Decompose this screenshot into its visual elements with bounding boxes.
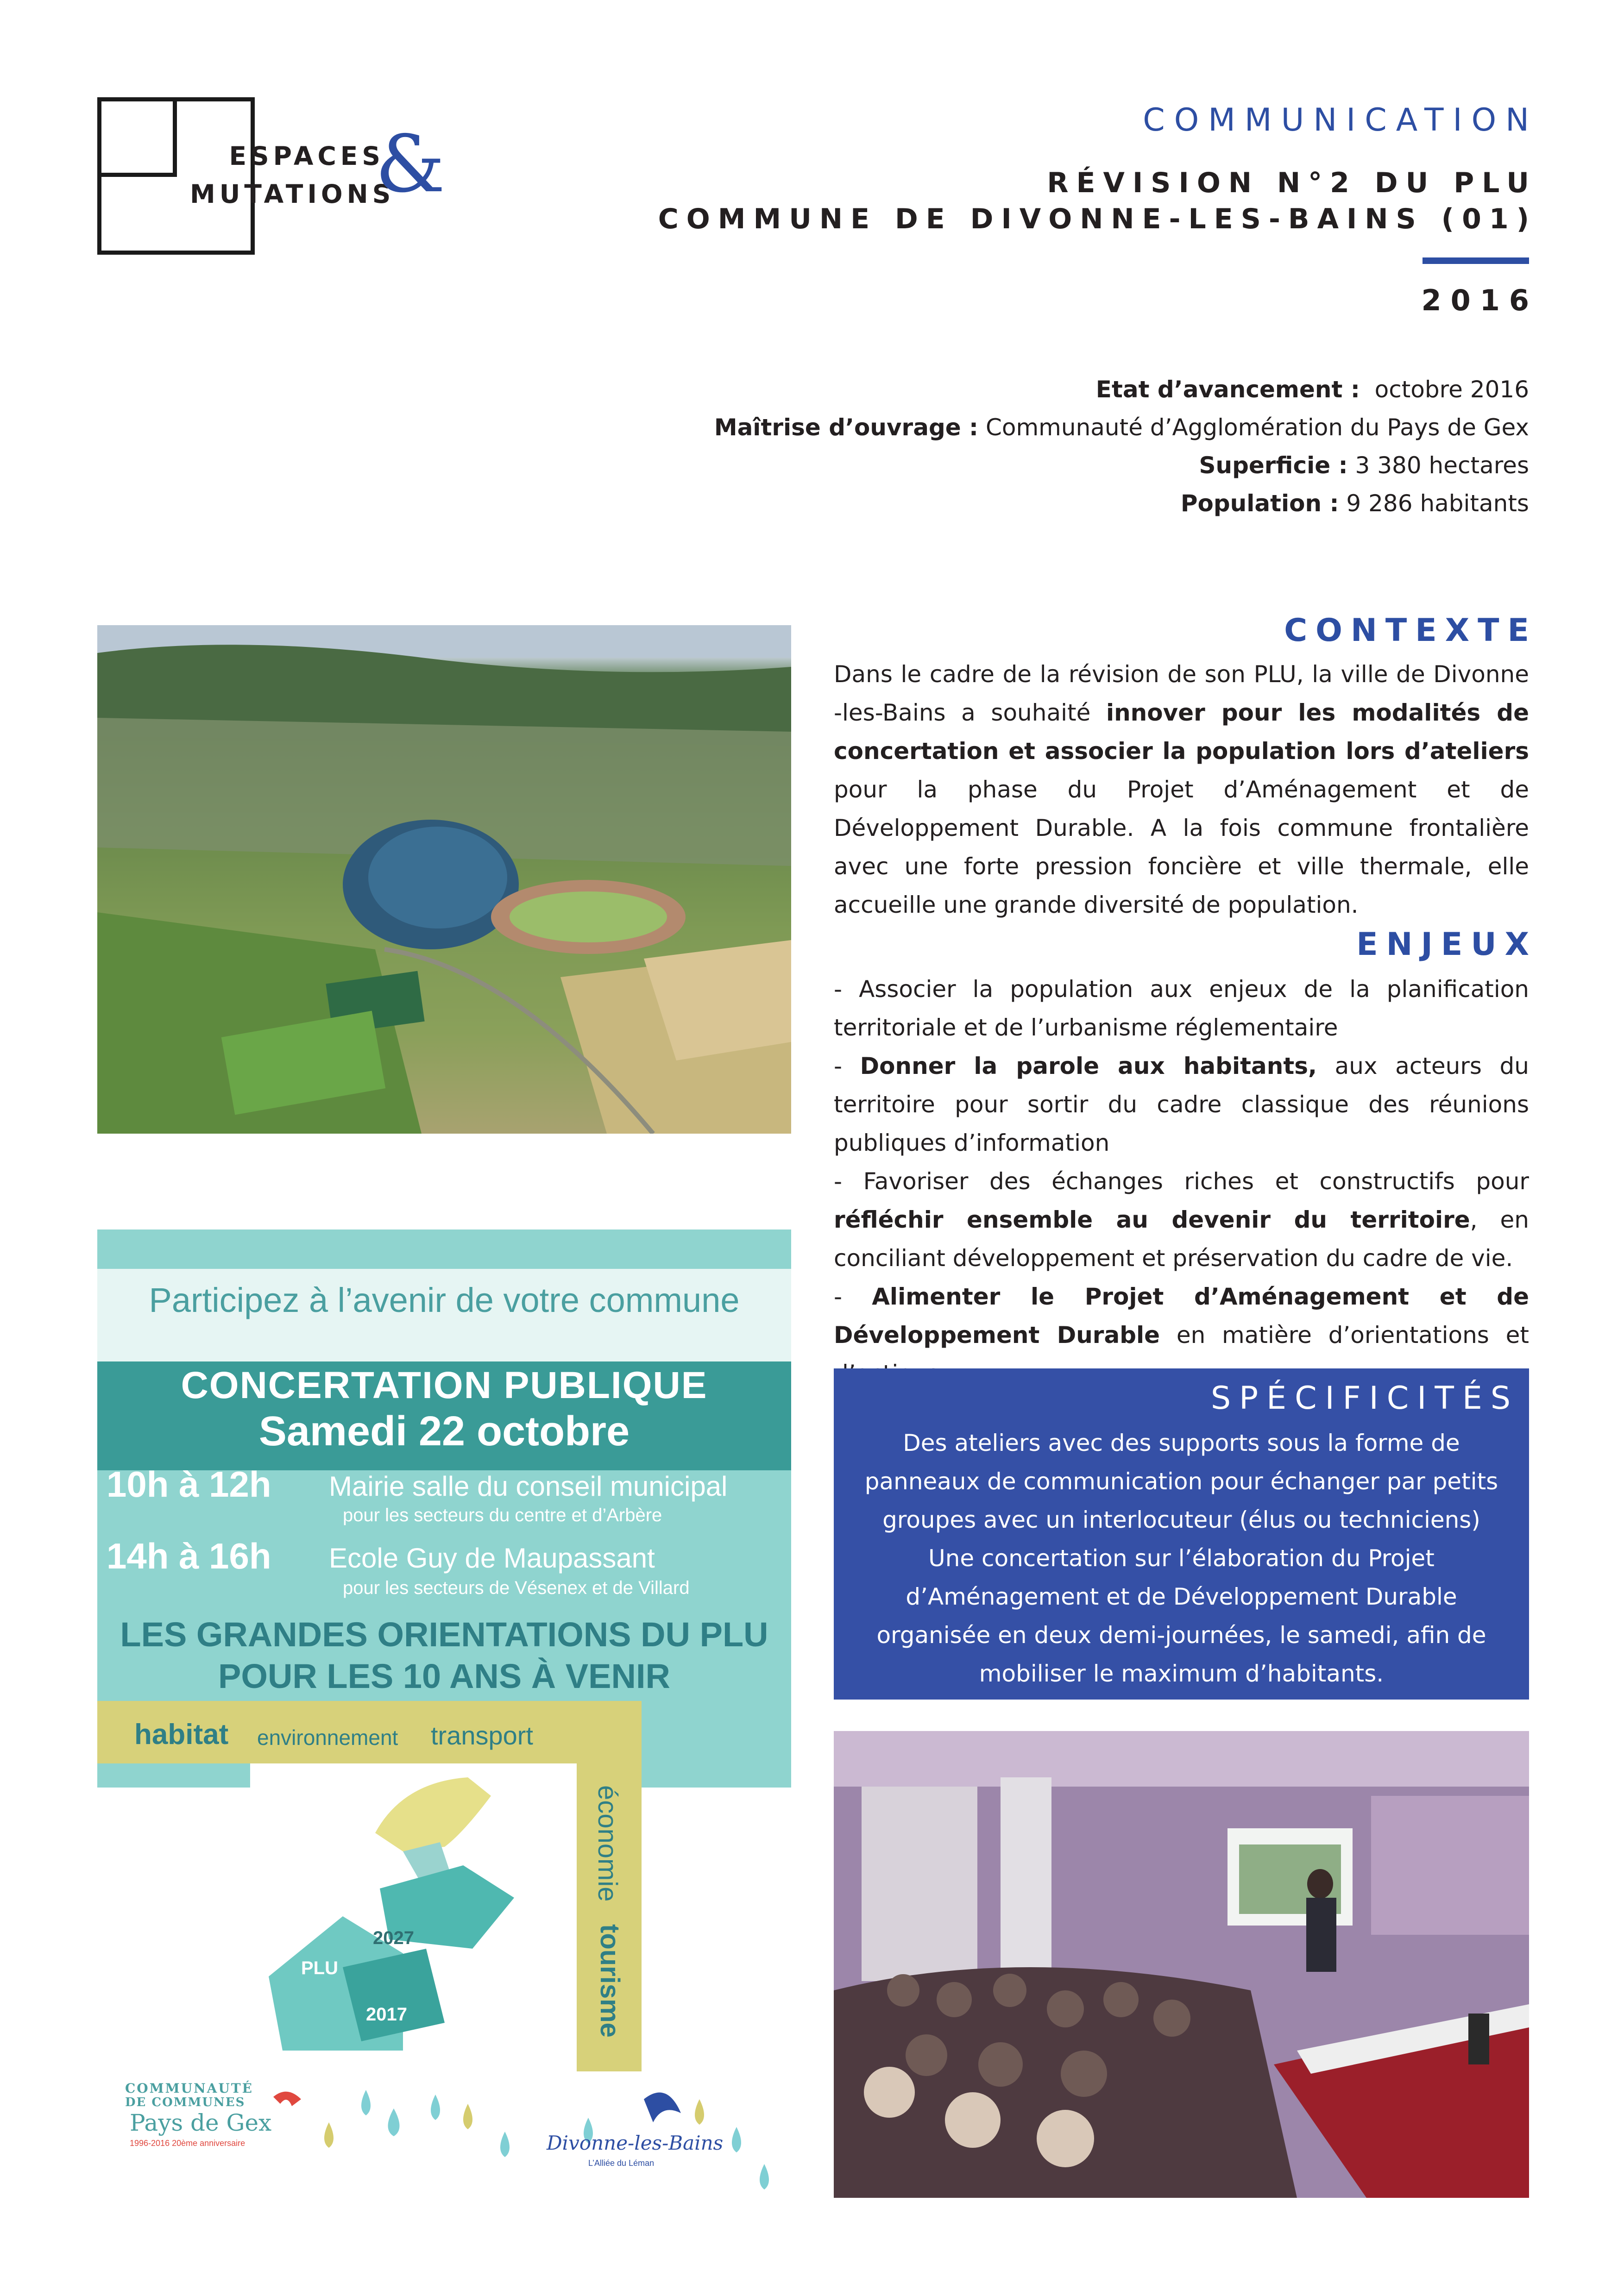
- poster-theme-habitat: habitat: [134, 1719, 229, 1750]
- enjeux-list: [834, 970, 1529, 1393]
- logo-line1: ESPACES: [229, 141, 384, 171]
- enjeux-item-4-end: en matière d’orientations et: [1176, 1322, 1529, 1349]
- poster-concertation: CONCERTATION PUBLIQUE: [181, 1364, 708, 1406]
- header-year: 2016: [1421, 283, 1538, 317]
- workshop-photo: [834, 1731, 1529, 2198]
- puzzle-label-2027: 2027: [373, 1928, 414, 1948]
- logo-line2: MUTATIONS: [190, 179, 395, 209]
- poster-slot2-place: Ecole Guy de Maupassant: [329, 1543, 655, 1574]
- enjeux-item-1: - Associer la population aux enjeux de la planification territoriale et de l’urbanisme réglementaire: [834, 976, 1529, 1041]
- meta-maitrise: [714, 408, 1529, 446]
- enjeux-item-2: [834, 1047, 1529, 1162]
- meta-population-value: 9 286 habitants: [1346, 490, 1529, 517]
- specificites-title: SPÉCIFICITÉS: [1210, 1380, 1519, 1417]
- meta-superficie-label: Superficie :: [1199, 452, 1348, 479]
- meta-superficie: [714, 446, 1529, 484]
- enjeux-item-2-bold: Donner la parole aux habitants,: [860, 1053, 1317, 1079]
- cc-logo-line1: COMMUNAUTÉ: [125, 2081, 253, 2096]
- puzzle-label-2017: 2017: [366, 2004, 407, 2025]
- contexte-paragraph: [834, 655, 1529, 924]
- poster-footer: [97, 2071, 791, 2197]
- meta-population-label: Population :: [1180, 490, 1339, 517]
- contexte-title: CONTEXTE: [1284, 612, 1537, 649]
- cc-logo-anniversary: 1996-2016 20ème anniversaire: [130, 2139, 245, 2148]
- event-poster: [97, 1230, 791, 2197]
- aerial-photo: [97, 625, 791, 1134]
- enjeux-item-3: [834, 1162, 1529, 1278]
- cc-logo-name: Pays de Gex: [130, 2109, 272, 2136]
- enjeux-title: ENJEUX: [1356, 926, 1537, 963]
- poster-invite: Participez à l’avenir de votre commune: [149, 1281, 740, 1319]
- meta-maitrise-label: Maîtrise d’ouvrage :: [714, 414, 979, 441]
- enjeux-item-4-bold: Alimenter le Projet d’Aménagement et de Développement Durable: [834, 1283, 1530, 1349]
- contexte-text-end: pour la phase du Projet d’Aménagement et de Développement Durable. A la fois commune frontalière avec une forte pression foncière et ville thermale, elle accueille une grande diversité de population.: [834, 776, 1529, 918]
- puzzle-house-illustration: [250, 1763, 577, 2071]
- workshop-photo-illustration: [834, 1731, 1529, 2198]
- divonne-logo-name: Divonne-les-Bains: [547, 2132, 724, 2154]
- logo-frame-inner: [97, 97, 177, 177]
- enjeux-item-2-end: aux acteurs du territoire pour sortir du cadre classique des réunions publiques d’information: [834, 1053, 1529, 1156]
- puzzle-label-plu: PLU: [301, 1958, 338, 1978]
- enjeux-item-2-pre: -: [834, 1053, 860, 1079]
- poster-theme-environnement: environnement: [257, 1725, 398, 1750]
- enjeux-item-3-pre: - Favoriser des échanges riches et constructifs pour: [834, 1168, 1529, 1195]
- poster-date: Samedi 22 octobre: [258, 1408, 630, 1455]
- poster-theme-economie: économie: [592, 1785, 623, 1902]
- meta-etat-value: octobre 2016: [1374, 376, 1529, 403]
- poster-top-band: [97, 1230, 791, 1269]
- poster-slot1-place: Mairie salle du conseil municipal: [329, 1471, 728, 1502]
- poster-slot1-time: 10h à 12h: [107, 1464, 271, 1505]
- poster-slot2-time: 14h à 16h: [107, 1536, 271, 1576]
- header-title-line1: RÉVISION N°2 DU PLU: [1047, 167, 1537, 199]
- enjeux-item-3-bold: réfléchir ensemble au devenir du territoire: [834, 1206, 1470, 1233]
- meta-superficie-value: 3 380 hectares: [1355, 452, 1529, 479]
- poster-theme-transport: transport: [431, 1721, 533, 1750]
- specificites-box: [834, 1368, 1529, 1700]
- specificites-text-1: Des ateliers avec des supports sous la forme de panneaux de communication pour échanger par petits groupes avec un interlocuteur (élus ou techniciens): [864, 1430, 1498, 1533]
- poster-orientations-line1: LES GRANDES ORIENTATIONS DU PLU: [120, 1615, 768, 1654]
- header-title-line2: COMMUNE DE DIVONNE-LES-BAINS (01): [658, 203, 1537, 235]
- poster-puzzle-area: [250, 1763, 577, 2071]
- poster-slot1-sub: pour les secteurs du centre et d’Arbère: [343, 1505, 662, 1525]
- meta-maitrise-value: Communauté d’Agglomération du Pays de Gex: [985, 414, 1529, 441]
- logo-ampersand: &: [375, 119, 446, 210]
- enjeux-item-3-end: , en conciliant développement et préservation du cadre de vie.: [834, 1206, 1529, 1272]
- logo-text: [190, 137, 395, 213]
- contexte-text-start: Dans le cadre de la révision de son PLU, la ville de Divonne -les-Bains a souhaité: [834, 661, 1529, 726]
- header-rule: [1423, 257, 1529, 264]
- specificites-text-2: Une concertation sur l’élaboration du Projet d’Aménagement et de Développement Durable organisée en deux demi-journées, le samedi, afin de mobiliser le maximum d’habitants.: [876, 1545, 1486, 1687]
- meta-population: [714, 484, 1529, 522]
- poster-slot2-sub: pour les secteurs de Vésenex et de Villard: [343, 1578, 690, 1598]
- aerial-photo-illustration: [97, 625, 791, 1134]
- meta-etat: [714, 370, 1529, 408]
- poster-orientations-line2: POUR LES 10 ANS À VENIR: [218, 1657, 670, 1695]
- cc-logo-line2: DE COMMUNES: [125, 2095, 245, 2109]
- enjeux-item-4-pre: -: [834, 1283, 872, 1310]
- contexte-text-bold: innover pour les modalités de concertation et associer la population lors d’ateliers: [834, 699, 1529, 765]
- project-meta: [714, 370, 1529, 522]
- meta-etat-label: Etat d’avancement :: [1095, 376, 1360, 403]
- header-category: COMMUNICATION: [1143, 102, 1538, 138]
- divonne-logo-tagline: L’Alliée du Léman: [588, 2158, 655, 2168]
- poster-theme-tourisme: tourisme: [595, 1924, 625, 2038]
